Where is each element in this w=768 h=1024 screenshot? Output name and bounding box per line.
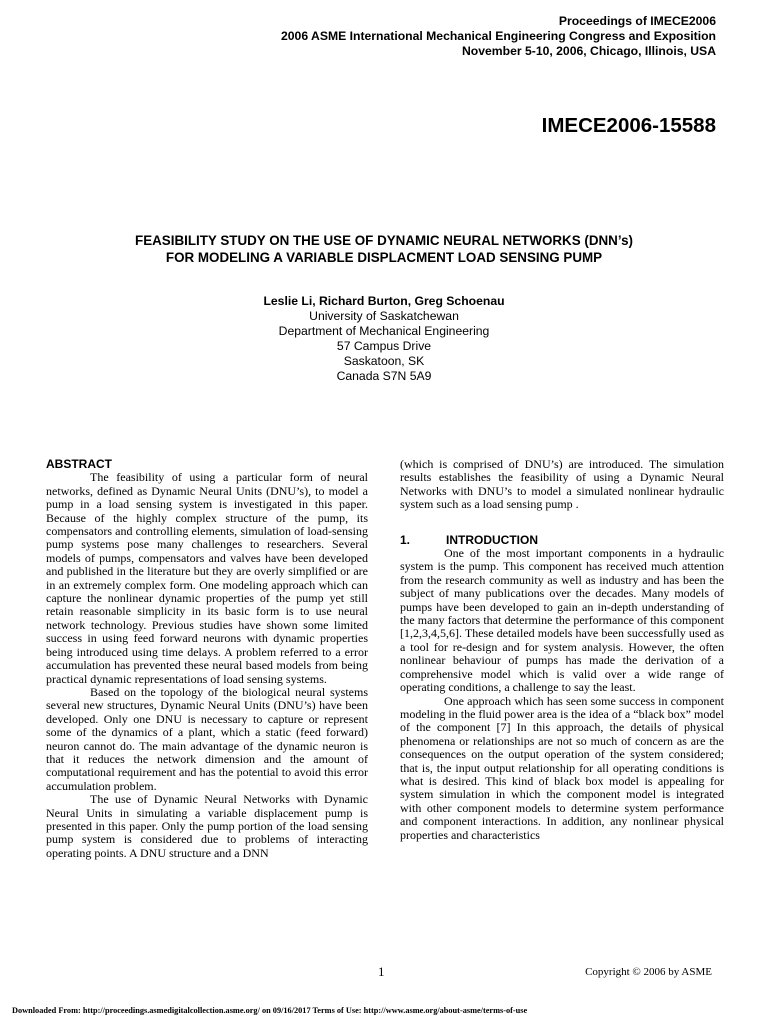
paper-title-line-2: FOR MODELING A VARIABLE DISPLACMENT LOAD SENSING PUMP	[165, 250, 603, 265]
introduction-heading	[400, 534, 724, 547]
author-names: Leslie Li, Richard Burton, Greg Schoenau	[263, 294, 505, 308]
section-title: INTRODUCTION	[446, 532, 538, 547]
page-number: 1	[378, 964, 385, 979]
paper-title	[0, 232, 768, 266]
abstract-heading: ABSTRACT	[46, 457, 112, 471]
author-city: Saskatoon, SK	[343, 354, 425, 368]
conference-dates: November 5-10, 2006, Chicago, Illinois, USA	[462, 44, 716, 58]
author-street: 57 Campus Drive	[336, 339, 432, 353]
abstract-paragraph-3: The use of Dynamic Neural Networks with Dynamic Neural Units in simulating a variable displacement pump is presented in this paper. Only the pump portion of the load sensing pump system is considered due to problems of interacting operating points. A DNU structure and a DNN	[46, 792, 368, 860]
left-column	[46, 458, 368, 860]
right-column	[400, 458, 724, 842]
author-university: University of Saskatchewan	[309, 309, 459, 323]
introduction-paragraph-2: One approach which has seen some success in component modeling in the fluid power area is the idea of a “black box” model of the component [7] In this approach, the details of physical phenomena or relationships are not so much of concern as are the consequences on the output operation of the system considered; that is, the input output relationship for all operating conditions is what is desired. This kind of black box model is appealing for system simulation in which the component model is integrated with other component models to determine system performance and component interactions. In addition, any nonlinear physical properties and characteristics	[400, 693, 724, 842]
abstract-paragraph-1: The feasibility of using a particular form of neural networks, defined as Dynamic Neural Units (DNU’s), to model a pump in a load sensing system is investigated in this paper. Because of the highly complex structure of the pump, its compensators and controlling elements, simulation of load-sensing pump systems pose many challenges to researchers. Several models of pumps, compensators and valves have been developed and published in the literature but they are overly simplified or are in an extremely complex form. One modeling approach which can capture the nonlinear dynamic properties of the pump yet still retain reasonable simplicity in its basic form is to use neural network technology. Previous studies have shown some limited success in using feed forward neurons with dynamic properties being introduced using time delays. A problem referred to a error accumulation has prevented these neural based models from being practical dynamic representations of load sensing systems.	[46, 470, 368, 686]
author-department: Department of Mechanical Engineering	[278, 324, 490, 338]
congress-name: 2006 ASME International Mechanical Engineering Congress and Exposition	[280, 29, 716, 43]
paper-id: IMECE2006-15588	[541, 114, 716, 137]
section-number: 1.	[400, 532, 411, 547]
abstract-continuation: (which is comprised of DNU’s) are introduced. The simulation results establishes the feasibility of using a Dynamic Neural Networks with DNU’s to model a simulated nonlinear hydraulic system such as a load sensing pump .	[400, 457, 724, 512]
author-country: Canada S7N 5A9	[336, 369, 432, 383]
proceedings-header	[281, 14, 716, 59]
paper-title-line-1: FEASIBILITY STUDY ON THE USE OF DYNAMIC NEURAL NETWORKS (DNN’s)	[135, 233, 633, 248]
copyright-notice: Copyright © 2006 by ASME	[585, 966, 712, 978]
proceedings-title: Proceedings of IMECE2006	[558, 14, 716, 28]
author-block	[0, 294, 768, 384]
download-notice: Downloaded From: http://proceedings.asmedigitalcollection.asme.org/ on 09/16/2017 Terms of Use: http://www.asme.org/about-asme/terms-of-use	[12, 1006, 528, 1015]
introduction-paragraph-1: One of the most important components in a hydraulic system is the pump. This component has received much attention from the research community as well as industry and has been the subject of many publications over the decades. Many models of pumps have been developed to gain an in-depth understanding of the many factors that determine the performance of this component [1,2,3,4,5,6]. These detailed models have been successfully used as a tool for re-design and for system analysis. However, the often nonlinear behaviour of pumps has made the derivation of a comprehensive model which is valid over a wide range of operating conditions, a challenge to say the least.	[400, 546, 724, 695]
abstract-paragraph-2: Based on the topology of the biological neural systems several new structures, Dynamic Neural Units (DNU’s) have been developed. Only one DNU is necessary to capture or represent some of the dynamics of a plant, which a static (feed forward) neuron cannot do. The main advantage of the dynamic neuron is that it reduces the network dimension and the amount of computational requirement and has the potential to avoid this error accumulation problem.	[46, 684, 368, 793]
